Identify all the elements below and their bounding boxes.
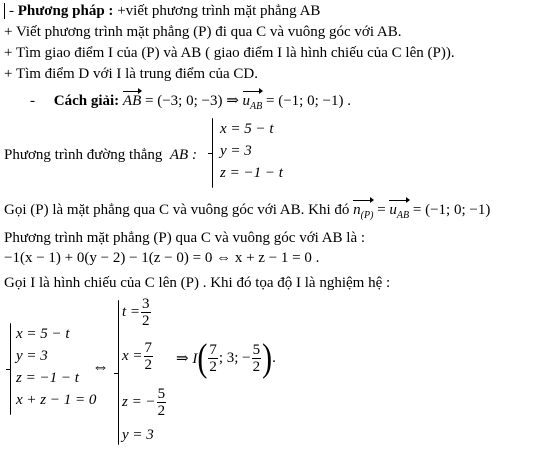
sys-right-z [122, 386, 167, 419]
result-tail: . [272, 350, 276, 366]
x-num: 7 [144, 340, 153, 356]
result-implies: ⇒ I [176, 351, 198, 367]
sys-right-x [122, 340, 154, 373]
z-num: 5 [157, 386, 166, 402]
vector-u-ab-2 [389, 201, 409, 225]
system-left [16, 323, 96, 411]
line-ab-eq-x: x = 5 − t [220, 121, 274, 137]
sys-left-eq-2: y = 3 [16, 348, 48, 364]
u-symbol-2: u [389, 202, 397, 218]
line-ab-brace [212, 118, 213, 188]
line-ab-eq-z: z = −1 − t [220, 165, 283, 181]
sys-left-eq-4: x + z − 1 = 0 [16, 392, 97, 408]
sys-left-eq-1: x = 5 − t [16, 326, 70, 342]
sys-right-z-lhs: z = − [122, 394, 156, 410]
plane-eq-title: Phương trình mặt phẳng (P) qua C và vuông góc với AB là : [4, 230, 366, 246]
plane-def-value: = (−1; 0; −1) [412, 202, 491, 218]
b-num: 5 [252, 342, 261, 358]
x-den: 2 [144, 357, 153, 373]
line-ab-text: Phương trình đường thẳng [4, 147, 163, 163]
plane-eq-expression: −1(x − 1) + 0(y − 2) − 1(z − 0) = 0 ⇔ x + z − 1 = 0 . [4, 250, 320, 266]
vector-u-ab [243, 92, 263, 116]
result-mid: ; 3; − [218, 350, 251, 366]
system-left-brace [10, 323, 11, 415]
sys-left-eq-3: z = −1 − t [16, 370, 79, 386]
t-den: 2 [142, 313, 150, 329]
sys-right-t-frac [141, 296, 151, 329]
line-ab-name: AB : [169, 147, 197, 163]
a-den: 2 [209, 359, 217, 375]
sys-right-t [122, 296, 152, 329]
step-2: + Tìm giao điểm I của (P) và AB ( giao điểm I là hình chiếu của C lên (P)). [4, 45, 455, 61]
result-frac-b [252, 342, 262, 375]
right-paren: ) [262, 336, 273, 380]
line-ab-system [220, 118, 283, 184]
vector-n-p [353, 201, 373, 225]
b-den: 2 [252, 359, 261, 375]
z-den: 2 [157, 403, 166, 419]
vector-ab-value: = (−3; 0; −3) ⇒ [145, 93, 239, 109]
vector-u-value: = (−1; 0; −1) . [266, 93, 351, 109]
u-subscript-2: AB [396, 210, 410, 221]
left-margin-bar [4, 3, 5, 19]
left-paren: ( [197, 336, 208, 380]
plane-def-equals: = [377, 202, 386, 218]
sys-right-y [122, 426, 154, 444]
solution-line [30, 92, 351, 116]
plane-definition [4, 201, 490, 225]
n-subscript: (P) [360, 210, 374, 221]
solution-dash: - [30, 93, 35, 109]
line-ab-eq-y: y = 3 [220, 143, 252, 159]
method-label: Phương pháp : [17, 3, 114, 19]
a-num: 7 [209, 342, 217, 358]
vector-ab: AB [122, 93, 142, 109]
sys-right-t-lhs: t = [122, 304, 141, 320]
result-point-i [176, 336, 276, 380]
sys-right-z-frac [157, 386, 167, 419]
result-frac-a [208, 342, 218, 375]
t-num: 3 [142, 296, 150, 312]
sys-right-x-lhs: x = [122, 348, 143, 364]
line-ab-label [4, 146, 197, 164]
projection-text: Gọi I là hình chiếu của C lên (P) . Khi đó tọa độ I là nghiệm hệ : [4, 275, 391, 291]
system-right-brace [118, 300, 119, 445]
step-1: + Viết phương trình mặt phẳng (P) đi qua C và vuông góc với AB. [4, 24, 402, 40]
method-first-step: +viết phương trình mặt phẳng AB [117, 3, 321, 19]
method-heading: - Phương pháp : +viết phương trình mặt phẳng AB [9, 3, 321, 19]
step-3: + Tìm điểm D với I là trung điểm của CD. [4, 66, 258, 82]
plane-def-text: Gọi (P) là mặt phẳng qua C và vuông góc với AB. Khi đó [4, 202, 350, 218]
sys-right-x-frac [144, 340, 154, 373]
u-subscript: AB [250, 101, 263, 112]
solution-label: Cách giải: [53, 93, 120, 109]
u-symbol: u [242, 93, 251, 109]
n-symbol: n [353, 202, 361, 218]
equivalence-symbol: ⇔ [92, 357, 109, 376]
sys-right-y-eq: y = 3 [122, 427, 154, 443]
